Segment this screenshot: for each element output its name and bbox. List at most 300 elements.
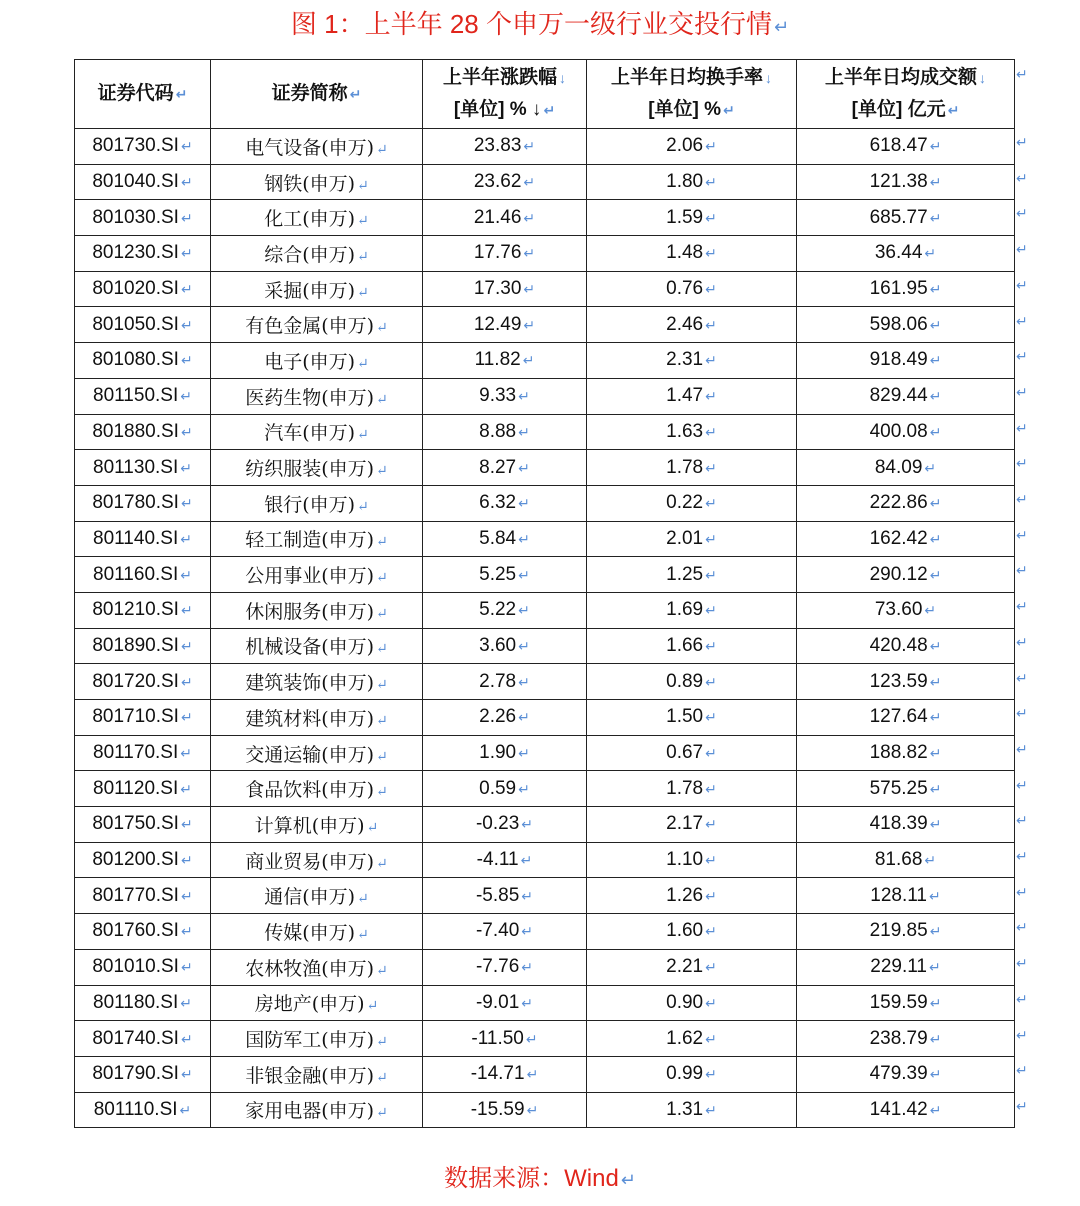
data-source xyxy=(0,1158,1080,1193)
paragraph-mark-icon: ↵ xyxy=(180,281,193,298)
cell-name xyxy=(211,700,423,736)
paragraph-mark-icon: ↵ xyxy=(180,637,193,654)
cell-volume-value: 128.11 xyxy=(870,884,927,906)
paragraph-mark-icon: ↵ xyxy=(705,423,717,440)
header-volume xyxy=(797,60,1015,129)
cell-turnover xyxy=(587,271,797,307)
cell-code xyxy=(75,592,211,628)
cell-turnover-value: 0.89 xyxy=(666,670,704,692)
paragraph-mark-icon: ↵ xyxy=(349,86,362,102)
cell-change xyxy=(423,914,587,950)
cell-code xyxy=(75,164,211,200)
cell-turnover xyxy=(587,1092,797,1128)
paragraph-mark-icon: ↵ xyxy=(924,602,937,619)
cell-volume-value: 81.68 xyxy=(874,849,923,871)
cell-turnover xyxy=(587,592,797,628)
cell-name-value: 综合(申万) xyxy=(264,243,356,266)
cell-name-value: 传媒(申万) xyxy=(264,921,356,944)
table-row xyxy=(75,628,1015,664)
row-end-mark-icon: ↵ xyxy=(1016,134,1028,150)
cell-name xyxy=(211,1092,423,1128)
cell-change xyxy=(423,521,587,557)
cell-name-value: 家用电器(申万) xyxy=(245,1100,375,1123)
cell-name-value: 有色金属(申万) xyxy=(245,315,375,338)
cell-turnover xyxy=(587,200,797,236)
cell-volume xyxy=(797,307,1015,343)
paragraph-mark-icon: ↵ xyxy=(376,570,388,587)
cell-change xyxy=(423,271,587,307)
cell-turnover xyxy=(587,914,797,950)
table-row xyxy=(75,378,1015,414)
cell-change-value: 12.49 xyxy=(473,313,522,335)
paragraph-mark-icon: ↵ xyxy=(376,1069,388,1086)
cell-change xyxy=(423,592,587,628)
paragraph-mark-icon: ↵ xyxy=(357,177,369,194)
cell-turnover-value: 2.21 xyxy=(666,956,704,978)
cell-volume-value: 222.86 xyxy=(869,492,928,514)
cell-code xyxy=(75,307,211,343)
paragraph-mark-icon: ↵ xyxy=(929,994,942,1011)
cell-change xyxy=(423,414,587,450)
cell-turnover xyxy=(587,164,797,200)
cell-code-value: 801120.SI xyxy=(93,777,179,799)
row-end-mark-icon: ↵ xyxy=(1016,990,1028,1007)
paragraph-mark-icon: ↵ xyxy=(705,1101,717,1118)
header-name xyxy=(211,60,423,129)
cell-code xyxy=(75,700,211,736)
cell-code-value: 801010.SI xyxy=(92,956,179,978)
cell-code-value: 801720.SI xyxy=(92,670,179,692)
cell-code xyxy=(75,842,211,878)
cell-code-value: 801740.SI xyxy=(92,1027,179,1049)
cell-name xyxy=(211,771,423,807)
paragraph-mark-icon: ↵ xyxy=(521,816,534,833)
paragraph-mark-icon: ↵ xyxy=(521,923,534,940)
paragraph-mark-icon: ↵ xyxy=(376,534,388,551)
cell-code-value: 801020.SI xyxy=(92,278,179,300)
cell-change xyxy=(423,557,587,593)
paragraph-mark-icon: ↵ xyxy=(929,1030,942,1047)
cell-name-value: 汽车(申万) xyxy=(264,422,356,445)
header-code xyxy=(75,60,211,129)
cell-change xyxy=(423,450,587,486)
paragraph-mark-icon: ↵ xyxy=(929,388,942,405)
cell-code-value: 801040.SI xyxy=(92,171,179,193)
cell-turnover-value: 1.66 xyxy=(666,634,704,656)
cell-code xyxy=(75,236,211,272)
cell-name xyxy=(211,378,423,414)
row-end-mark-icon: ↵ xyxy=(1016,740,1028,757)
cell-code-value: 801030.SI xyxy=(92,206,179,228)
cell-change xyxy=(423,1092,587,1128)
paragraph-mark-icon: ↵ xyxy=(180,745,192,762)
cell-volume-value: 162.42 xyxy=(869,527,928,549)
paragraph-mark-icon: ↵ xyxy=(929,316,942,333)
paragraph-mark-icon: ↵ xyxy=(705,673,717,690)
paragraph-mark-icon: ↵ xyxy=(705,994,717,1011)
table-row xyxy=(75,807,1015,843)
paragraph-mark-icon: ↵ xyxy=(929,530,942,547)
cell-name-value: 轻工制造(申万) xyxy=(245,529,375,552)
cell-volume-value: 479.39 xyxy=(869,1063,928,1085)
cell-volume-value: 420.48 xyxy=(869,634,928,656)
cell-change xyxy=(423,771,587,807)
cell-name-value: 通信(申万) xyxy=(264,886,356,909)
cell-name xyxy=(211,521,423,557)
cell-name-value: 电子(申万) xyxy=(264,350,356,373)
paragraph-mark-icon: ↵ xyxy=(180,1030,193,1047)
table-row xyxy=(75,914,1015,950)
cell-volume-value: 127.64 xyxy=(869,706,928,728)
cell-change-value: 3.60 xyxy=(479,634,517,656)
cell-volume xyxy=(797,557,1015,593)
paragraph-mark-icon: ↵ xyxy=(180,887,193,904)
paragraph-mark-icon: ↵ xyxy=(521,994,534,1011)
paragraph-mark-icon: ↵ xyxy=(705,923,717,940)
cell-change-value: 11.82 xyxy=(474,349,521,371)
paragraph-mark-icon: ↵ xyxy=(705,1030,717,1047)
cell-turnover xyxy=(587,343,797,379)
cell-code-value: 801200.SI xyxy=(92,849,179,871)
cell-volume xyxy=(797,521,1015,557)
row-end-mark-icon: ↵ xyxy=(1016,919,1028,936)
paragraph-mark-icon: ↵ xyxy=(929,637,942,654)
row-end-mark-icon: ↵ xyxy=(1016,1026,1028,1043)
cell-volume xyxy=(797,378,1015,414)
row-end-mark-icon: ↵ xyxy=(1016,169,1028,186)
cell-change xyxy=(423,236,587,272)
paragraph-mark-icon: ↵ xyxy=(376,748,388,765)
cell-change-value: 0.59 xyxy=(479,777,517,799)
figure-title xyxy=(0,4,1080,47)
cell-turnover-value: 0.22 xyxy=(666,492,704,514)
table-row xyxy=(75,307,1015,343)
paragraph-mark-icon: ↵ xyxy=(180,566,192,583)
cell-turnover xyxy=(587,628,797,664)
row-end-mark-icon: ↵ xyxy=(1016,66,1028,82)
row-end-mark-icon: ↵ xyxy=(1016,776,1028,793)
paragraph-mark-icon: ↵ xyxy=(518,530,530,547)
cell-volume-value: 618.47 xyxy=(869,135,928,157)
cell-change xyxy=(423,343,587,379)
cell-turnover-value: 1.47 xyxy=(666,385,704,407)
header-volume-label: 上半年日均成交额 xyxy=(824,67,977,88)
paragraph-mark-icon: ↵ xyxy=(705,852,717,869)
paragraph-mark-icon: ↵ xyxy=(705,637,717,654)
paragraph-mark-icon: ↵ xyxy=(180,602,193,619)
figure-title-text: 图 1：上半年 28 个申万一级行业交投行情 xyxy=(290,9,772,39)
paragraph-mark-icon: ↵ xyxy=(705,959,717,976)
table-row xyxy=(75,592,1015,628)
cell-turnover xyxy=(587,236,797,272)
cell-volume xyxy=(797,1092,1015,1128)
paragraph-mark-icon: ↵ xyxy=(180,138,193,155)
cell-volume-value: 188.82 xyxy=(869,742,928,764)
cell-change xyxy=(423,1056,587,1092)
cell-name xyxy=(211,236,423,272)
table-row xyxy=(75,771,1015,807)
cell-change xyxy=(423,664,587,700)
paragraph-mark-icon: ↵ xyxy=(929,745,942,762)
industry-table xyxy=(74,59,1015,1128)
cell-change-value: -11.50 xyxy=(471,1027,524,1049)
cell-turnover-value: 1.60 xyxy=(666,920,704,942)
paragraph-mark-icon: ↵ xyxy=(705,245,717,262)
paragraph-mark-icon: ↵ xyxy=(929,709,942,726)
cell-name xyxy=(211,1056,423,1092)
paragraph-mark-icon: ↵ xyxy=(180,388,192,405)
cell-change xyxy=(423,735,587,771)
paragraph-mark-icon: ↵ xyxy=(180,994,192,1011)
cell-turnover xyxy=(587,485,797,521)
paragraph-mark-icon: ↵ xyxy=(520,852,533,869)
row-end-mark-icon: ↵ xyxy=(1016,276,1028,293)
paragraph-mark-icon: ↵ xyxy=(705,602,717,619)
cell-code-value: 801050.SI xyxy=(92,313,179,335)
cell-change xyxy=(423,378,587,414)
cell-code xyxy=(75,521,211,557)
cell-turnover xyxy=(587,1021,797,1057)
header-change xyxy=(423,60,587,129)
paragraph-mark-icon: ↵ xyxy=(929,209,942,226)
cell-code xyxy=(75,414,211,450)
cell-volume-value: 598.06 xyxy=(869,313,928,335)
cell-volume xyxy=(797,200,1015,236)
paragraph-mark-icon: ↵ xyxy=(180,245,193,262)
paragraph-mark-icon: ↵ xyxy=(180,423,193,440)
cell-turnover xyxy=(587,735,797,771)
cell-volume-value: 159.59 xyxy=(869,991,928,1013)
cell-turnover-value: 2.06 xyxy=(666,135,704,157)
cell-name-value: 医药生物(申万) xyxy=(245,386,375,409)
cell-change xyxy=(423,842,587,878)
cell-code-value: 801080.SI xyxy=(92,349,179,371)
paragraph-mark-icon: ↵ xyxy=(357,213,369,230)
paragraph-mark-icon: ↵ xyxy=(929,138,942,155)
cell-turnover xyxy=(587,985,797,1021)
table-row xyxy=(75,414,1015,450)
cell-name xyxy=(211,949,423,985)
paragraph-mark-icon: ↵ xyxy=(180,174,193,191)
cell-turnover-value: 2.31 xyxy=(666,349,704,371)
cell-volume xyxy=(797,271,1015,307)
cell-change-value: 23.83 xyxy=(473,135,522,157)
paragraph-mark-icon: ↵ xyxy=(523,138,536,155)
paragraph-mark-icon: ↵ xyxy=(376,320,388,337)
cell-turnover-value: 1.78 xyxy=(666,456,704,478)
cell-code xyxy=(75,378,211,414)
cell-code-value: 801180.SI xyxy=(93,991,179,1013)
cell-volume-value: 290.12 xyxy=(869,563,928,585)
cell-name xyxy=(211,807,423,843)
cell-name xyxy=(211,414,423,450)
cell-volume-value: 685.77 xyxy=(869,206,928,228)
paragraph-mark-icon: ↵ xyxy=(376,141,388,158)
row-end-mark-icon: ↵ xyxy=(1016,455,1028,472)
cell-code xyxy=(75,949,211,985)
table-row xyxy=(75,700,1015,736)
paragraph-mark-icon: ↵ xyxy=(180,459,192,476)
cell-name xyxy=(211,200,423,236)
cell-code xyxy=(75,1021,211,1057)
cell-name-value: 商业贸易(申万) xyxy=(245,850,375,873)
cell-change xyxy=(423,200,587,236)
table-row xyxy=(75,164,1015,200)
header-code-label: 证券代码 xyxy=(97,83,174,104)
row-end-mark-icon: ↵ xyxy=(1016,491,1028,507)
cell-name-value: 银行(申万) xyxy=(264,493,356,516)
paragraph-mark-icon: ↵ xyxy=(180,209,193,226)
cell-change xyxy=(423,307,587,343)
paragraph-mark-icon: ↵ xyxy=(357,926,369,943)
cell-code-value: 801730.SI xyxy=(92,135,179,157)
cell-change-value: -14.71 xyxy=(470,1063,525,1085)
cell-code xyxy=(75,343,211,379)
cell-volume xyxy=(797,164,1015,200)
cell-turnover-value: 1.25 xyxy=(666,563,704,585)
cell-change xyxy=(423,628,587,664)
cell-name-value: 食品饮料(申万) xyxy=(245,779,375,802)
paragraph-mark-icon: ↵ xyxy=(357,355,369,372)
row-end-mark-icon: ↵ xyxy=(1016,633,1028,650)
cell-turnover xyxy=(587,807,797,843)
paragraph-mark-icon: ↵ xyxy=(705,281,717,298)
paragraph-mark-icon: ↵ xyxy=(705,459,717,476)
cell-change-value: 17.76 xyxy=(473,242,522,264)
cell-change xyxy=(423,164,587,200)
cell-volume xyxy=(797,735,1015,771)
cell-name-value: 电气设备(申万) xyxy=(245,136,375,159)
cell-code-value: 801890.SI xyxy=(92,634,179,656)
paragraph-mark-icon: ↵ xyxy=(180,959,193,976)
paragraph-mark-icon: ↵ xyxy=(180,495,193,512)
paragraph-mark-icon: ↵ xyxy=(773,17,790,37)
paragraph-mark-icon: ↵ xyxy=(705,316,717,333)
table-row xyxy=(75,200,1015,236)
cell-code xyxy=(75,200,211,236)
cell-volume xyxy=(797,949,1015,985)
paragraph-mark-icon: ↵ xyxy=(366,998,379,1015)
paragraph-mark-icon: ↵ xyxy=(929,1066,942,1083)
cell-change xyxy=(423,129,587,165)
cell-volume-value: 219.85 xyxy=(869,920,928,942)
paragraph-mark-icon: ↵ xyxy=(526,1101,539,1118)
paragraph-mark-icon: ↵ xyxy=(705,209,717,226)
cell-turnover-value: 0.90 xyxy=(666,991,704,1013)
cell-name xyxy=(211,271,423,307)
paragraph-mark-icon: ↵ xyxy=(357,427,369,444)
cell-volume xyxy=(797,700,1015,736)
paragraph-mark-icon: ↵ xyxy=(543,102,556,118)
cell-code xyxy=(75,557,211,593)
table-row xyxy=(75,842,1015,878)
table-row xyxy=(75,129,1015,165)
table-row xyxy=(75,521,1015,557)
header-change-unit: [单位] % ↓ xyxy=(453,99,542,120)
paragraph-mark-icon: ↵ xyxy=(376,1105,388,1122)
cell-volume-value: 400.08 xyxy=(869,420,928,442)
cell-turnover xyxy=(587,450,797,486)
row-end-mark-icon: ↵ xyxy=(1016,562,1028,579)
cell-turnover-value: 0.76 xyxy=(666,278,704,300)
table-row xyxy=(75,557,1015,593)
paragraph-mark-icon: ↵ xyxy=(521,959,534,976)
header-change-label: 上半年涨跌幅 xyxy=(442,67,557,88)
cell-name xyxy=(211,592,423,628)
paragraph-mark-icon: ↵ xyxy=(705,352,717,369)
cell-turnover xyxy=(587,878,797,914)
cell-code-value: 801780.SI xyxy=(92,492,179,514)
paragraph-mark-icon: ↵ xyxy=(705,780,717,797)
row-end-mark-icon: ↵ xyxy=(1016,598,1028,615)
cell-turnover xyxy=(587,521,797,557)
cell-name xyxy=(211,557,423,593)
table-row xyxy=(75,735,1015,771)
paragraph-mark-icon: ↵ xyxy=(175,86,188,102)
paragraph-mark-icon: ↵ xyxy=(924,245,937,262)
cell-volume xyxy=(797,878,1015,914)
paragraph-mark-icon: ↵ xyxy=(929,352,942,369)
cell-turnover xyxy=(587,557,797,593)
paragraph-mark-icon: ↵ xyxy=(523,245,536,262)
cell-change-value: 23.62 xyxy=(473,171,522,193)
cell-turnover-value: 0.99 xyxy=(666,1063,704,1085)
paragraph-mark-icon: ↵ xyxy=(180,816,193,833)
cell-volume xyxy=(797,664,1015,700)
cell-code xyxy=(75,271,211,307)
cell-volume xyxy=(797,129,1015,165)
cell-volume xyxy=(797,236,1015,272)
cell-volume-value: 141.42 xyxy=(869,1098,928,1120)
row-end-mark-icon: ↵ xyxy=(1016,526,1028,543)
paragraph-mark-icon: ↵ xyxy=(928,959,941,976)
cell-code-value: 801770.SI xyxy=(92,884,179,906)
cell-code xyxy=(75,628,211,664)
paragraph-mark-icon: ↵ xyxy=(376,641,388,658)
paragraph-mark-icon: ↵ xyxy=(180,1066,193,1083)
cell-volume xyxy=(797,842,1015,878)
cell-name xyxy=(211,914,423,950)
cell-change-value: 2.26 xyxy=(479,706,517,728)
cell-change-value: -5.85 xyxy=(475,884,520,906)
paragraph-mark-icon: ↵ xyxy=(929,673,942,690)
cell-change xyxy=(423,700,587,736)
paragraph-mark-icon: ↵ xyxy=(620,1170,636,1190)
cell-turnover-value: 2.17 xyxy=(666,813,704,835)
paragraph-mark-icon: ↵ xyxy=(180,923,193,940)
paragraph-mark-icon: ↵ xyxy=(518,709,530,726)
table-row xyxy=(75,236,1015,272)
cell-code-value: 801760.SI xyxy=(92,920,179,942)
cell-name xyxy=(211,628,423,664)
cell-turnover-value: 0.67 xyxy=(666,742,704,764)
cell-code-value: 801140.SI xyxy=(93,527,179,549)
paragraph-mark-icon: ↵ xyxy=(180,709,193,726)
cell-code-value: 801710.SI xyxy=(92,706,179,728)
paragraph-mark-icon: ↵ xyxy=(518,745,530,762)
table-row xyxy=(75,450,1015,486)
paragraph-mark-icon: ↵ xyxy=(705,566,717,583)
row-end-mark-icon: ↵ xyxy=(1016,669,1028,686)
row-end-mark-icon: ↵ xyxy=(1016,383,1028,400)
cell-code xyxy=(75,450,211,486)
row-end-mark-icon: ↵ xyxy=(1016,348,1028,365)
table-row xyxy=(75,664,1015,700)
cell-code-value: 801170.SI xyxy=(93,742,179,764)
paragraph-mark-icon: ↵ xyxy=(929,423,942,440)
cell-volume xyxy=(797,628,1015,664)
cell-name-value: 建筑材料(申万) xyxy=(245,707,375,730)
